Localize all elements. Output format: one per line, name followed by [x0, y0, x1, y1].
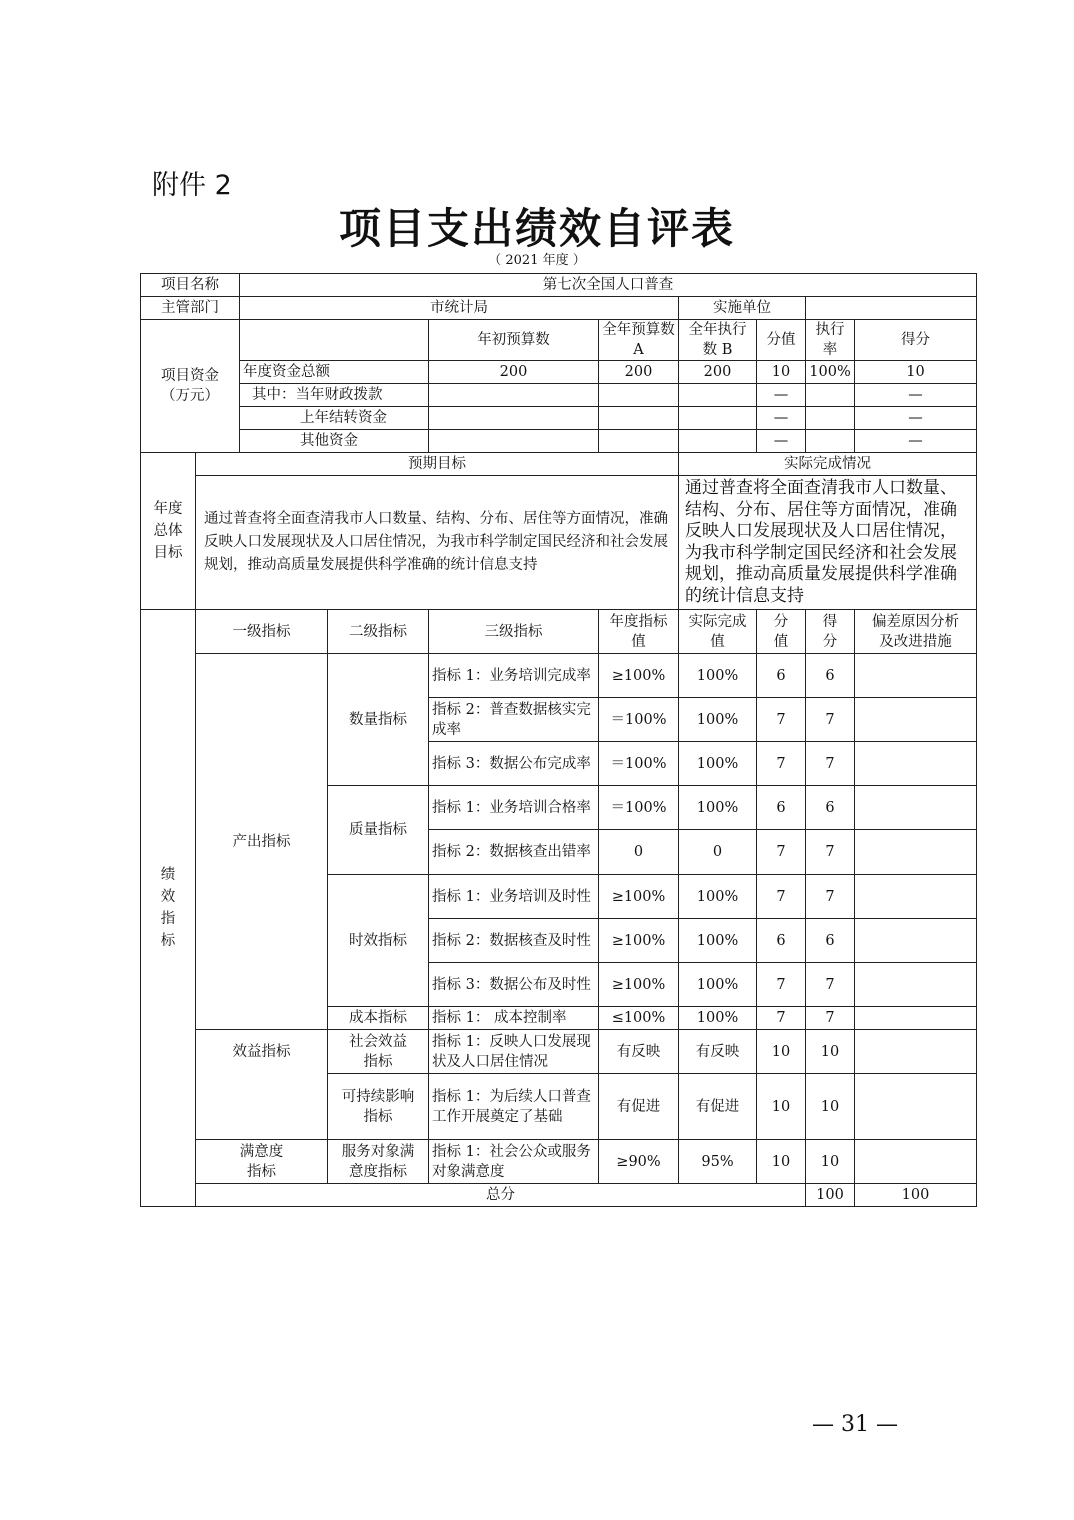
indicator-note [855, 654, 977, 698]
funds-header-blank [240, 320, 429, 361]
impl-unit-value [806, 297, 977, 320]
indicator-score: 6 [806, 786, 855, 830]
indicator-target: 有反映 [599, 1030, 679, 1074]
indicator-actual: 有促进 [679, 1074, 757, 1140]
project-name-value: 第七次全国人口普查 [240, 274, 977, 297]
indicator-score: 7 [806, 875, 855, 919]
indicator-value: 6 [757, 919, 806, 963]
indicator-name: 指标 1：业务培训完成率 [429, 654, 599, 698]
indicator-target: ≤100% [599, 1007, 679, 1030]
indicator-target: 有促进 [599, 1074, 679, 1140]
funds-cell [599, 407, 679, 430]
funds-cell: 10 [855, 361, 977, 384]
indicator-name: 指标 3：数据公布完成率 [429, 742, 599, 786]
level2-quantity: 数量指标 [328, 654, 429, 786]
indicator-value: 6 [757, 786, 806, 830]
indicator-score: 10 [806, 1074, 855, 1140]
indicator-target: ＝100% [599, 742, 679, 786]
indicator-name: 指标 1：业务培训合格率 [429, 786, 599, 830]
indicator-actual: 100% [679, 1007, 757, 1030]
header-target-text: 年度指标值 [609, 613, 668, 650]
indicator-name: 指标 2：数据核查出错率 [429, 830, 599, 875]
header-score-got [806, 610, 855, 654]
indicator-note [855, 1074, 977, 1140]
indicator-actual: 100% [679, 654, 757, 698]
indicator-value: 7 [757, 742, 806, 786]
actual-result-header: 实际完成情况 [679, 453, 977, 476]
indicator-actual: 有反映 [679, 1030, 757, 1074]
indicator-note [855, 1140, 977, 1184]
indicator-value: 7 [757, 830, 806, 875]
header-score-got-text: 得分 [822, 613, 838, 650]
dept-value: 市统计局 [240, 297, 679, 320]
indicator-note [855, 1030, 977, 1074]
indicator-target: ≥100% [599, 654, 679, 698]
level1-satisfaction [196, 1140, 328, 1184]
indicator-value: 10 [757, 1140, 806, 1184]
indicator-score: 7 [806, 742, 855, 786]
funds-row-label: 上年结转资金 [240, 407, 429, 430]
expected-goal-text: 通过普查将全面查清我市人口数量、结构、分布、居住等方面情况，准确反映人口发展现状及人口居住情况，为我市科学制定国民经济和社会发展规划，推动高质量发展提供科学准确的统计信息支持 [196, 476, 679, 610]
funds-cell: — [855, 407, 977, 430]
indicator-note [855, 742, 977, 786]
funds-cell: 10 [757, 361, 806, 384]
indicator-actual: 95% [679, 1140, 757, 1184]
funds-cell [679, 430, 757, 453]
indicator-value: 10 [757, 1030, 806, 1074]
goal-label-text: 年度总体目标 [153, 501, 183, 561]
funds-cell: 200 [679, 361, 757, 384]
attachment-label: 附件 2 [152, 170, 232, 201]
total-score: 100 [855, 1184, 977, 1207]
indicator-name: 指标 2：数据核查及时性 [429, 919, 599, 963]
indicator-actual: 0 [679, 830, 757, 875]
level2-service-text: 服务对象满意度指标 [341, 1143, 415, 1180]
indicator-name: 指标 1：业务培训及时性 [429, 875, 599, 919]
indicator-actual: 100% [679, 698, 757, 742]
header-level2: 二级指标 [328, 610, 429, 654]
header-deviation-text: 偏差原因分析及改进措施 [872, 613, 959, 650]
funds-cell: 100% [806, 361, 855, 384]
indicator-name: 指标 2：普查数据核实完成率 [429, 698, 599, 742]
indicator-target: ≥90% [599, 1140, 679, 1184]
indicator-score: 6 [806, 919, 855, 963]
funds-cell [429, 384, 599, 407]
indicator-actual: 100% [679, 742, 757, 786]
indicator-target: ≥100% [599, 963, 679, 1007]
indicator-actual: 100% [679, 875, 757, 919]
level2-service [328, 1140, 429, 1184]
funds-cell [679, 407, 757, 430]
funds-row-label: 其中：当年财政拨款 [240, 384, 429, 407]
indicator-actual: 100% [679, 963, 757, 1007]
total-label: 总分 [196, 1184, 806, 1207]
indicator-score: 6 [806, 654, 855, 698]
header-target [599, 610, 679, 654]
funds-cell [806, 384, 855, 407]
indicator-note [855, 875, 977, 919]
level2-cost: 成本指标 [328, 1007, 429, 1030]
funds-row-label: 年度资金总额 [240, 361, 429, 384]
indicator-value: 6 [757, 654, 806, 698]
funds-cell [429, 430, 599, 453]
funds-cell [429, 407, 599, 430]
indicator-score: 10 [806, 1140, 855, 1184]
funds-cell [806, 430, 855, 453]
indicator-note [855, 1007, 977, 1030]
level2-sustainable-text: 可持续影响指标 [341, 1088, 415, 1125]
self-evaluation-table [140, 273, 977, 1207]
dept-label: 主管部门 [141, 297, 240, 320]
indicator-value: 7 [757, 963, 806, 1007]
indicator-score: 7 [806, 1007, 855, 1030]
indicator-score: 7 [806, 698, 855, 742]
project-name-label: 项目名称 [141, 274, 240, 297]
indicator-actual: 100% [679, 786, 757, 830]
level2-social [328, 1030, 429, 1074]
funds-header: 执行率 [806, 320, 855, 361]
indicator-target: ＝100% [599, 786, 679, 830]
indicator-note [855, 830, 977, 875]
funds-cell [599, 430, 679, 453]
indicator-target: ＝100% [599, 698, 679, 742]
year-note: （ 2021 年度 ） [488, 253, 586, 268]
funds-label [141, 320, 240, 453]
header-deviation [855, 610, 977, 654]
header-actual-text: 实际完成值 [688, 613, 747, 650]
funds-cell [806, 407, 855, 430]
level2-quality: 质量指标 [328, 786, 429, 875]
total-value: 100 [806, 1184, 855, 1207]
indicators-label-text: 绩效指标 [160, 867, 176, 949]
funds-label-text: 项目资金（万元） [161, 368, 219, 404]
funds-cell [679, 384, 757, 407]
header-level1: 一级指标 [196, 610, 328, 654]
level2-timeliness: 时效指标 [328, 875, 429, 1007]
page-number: — 31 — [812, 1412, 898, 1437]
indicator-value: 10 [757, 1074, 806, 1140]
funds-cell: 200 [429, 361, 599, 384]
expected-goal-header: 预期目标 [196, 453, 679, 476]
indicator-note [855, 919, 977, 963]
funds-cell: — [757, 384, 806, 407]
header-score-value-text: 分值 [773, 613, 789, 650]
goal-label [141, 453, 196, 610]
indicator-value: 7 [757, 1007, 806, 1030]
indicator-note [855, 786, 977, 830]
header-level3: 三级指标 [429, 610, 599, 654]
header-score-value [757, 610, 806, 654]
funds-header: 全年预算数 A [599, 320, 679, 361]
indicator-actual: 100% [679, 919, 757, 963]
funds-header: 年初预算数 [429, 320, 599, 361]
indicator-name: 指标 1：社会公众或服务对象满意度 [429, 1140, 599, 1184]
indicator-name: 指标 1： 成本控制率 [429, 1007, 599, 1030]
level1-benefit: 效益指标 [196, 1030, 328, 1140]
funds-cell [599, 384, 679, 407]
indicator-name: 指标 1：反映人口发展现状及人口居住情况 [429, 1030, 599, 1074]
impl-unit-label: 实施单位 [679, 297, 806, 320]
indicator-score: 7 [806, 830, 855, 875]
indicator-value: 7 [757, 875, 806, 919]
indicator-target: ≥100% [599, 919, 679, 963]
funds-header: 全年执行数 B [679, 320, 757, 361]
funds-cell: — [855, 384, 977, 407]
funds-row-label: 其他资金 [240, 430, 429, 453]
funds-header: 分值 [757, 320, 806, 361]
funds-cell: — [757, 430, 806, 453]
funds-cell: — [855, 430, 977, 453]
funds-header: 得分 [855, 320, 977, 361]
header-actual [679, 610, 757, 654]
indicator-note [855, 963, 977, 1007]
funds-cell: — [757, 407, 806, 430]
indicator-target: 0 [599, 830, 679, 875]
actual-result-text: 通过普查将全面查清我市人口数量、结构、分布、居住等方面情况，准确反映人口发展现状及人口居住情况，为我市科学制定国民经济和社会发展规划，推动高质量发展提供科学准确的统计信息支持 [679, 476, 977, 610]
indicator-target: ≥100% [599, 875, 679, 919]
indicator-score: 10 [806, 1030, 855, 1074]
indicator-name: 指标 1：为后续人口普查工作开展奠定了基础 [429, 1074, 599, 1140]
level2-sustainable [328, 1074, 429, 1140]
indicator-value: 7 [757, 698, 806, 742]
indicators-label [141, 610, 196, 1207]
form-title: 项目支出绩效自评表 [338, 204, 735, 253]
level1-satisfaction-text: 满意度指标 [239, 1143, 284, 1180]
indicator-name: 指标 3：数据公布及时性 [429, 963, 599, 1007]
level2-social-text: 社会效益指标 [349, 1033, 407, 1070]
indicator-note [855, 698, 977, 742]
indicator-score: 7 [806, 963, 855, 1007]
funds-cell: 200 [599, 361, 679, 384]
level1-output: 产出指标 [196, 654, 328, 1030]
